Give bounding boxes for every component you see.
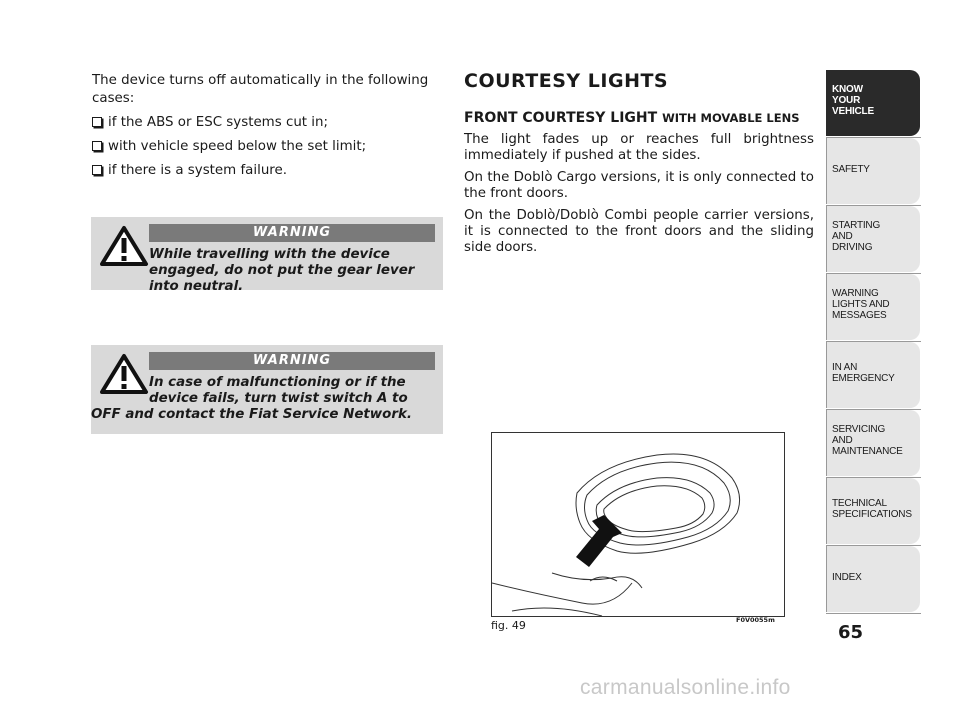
tab-index[interactable]: INDEX [826, 546, 920, 612]
checkbox-bullet-icon [92, 117, 102, 127]
section-title: COURTESY LIGHTS [464, 70, 669, 92]
paragraph: On the Doblò Cargo versions, it is only connected to the front doors. [464, 170, 814, 201]
warning-text: In case of malfunctioning or if the device fails, turn twist switch A to OFF and contact the Fiat Service Network. [91, 375, 412, 422]
warning-title: WARNING [149, 224, 435, 242]
courtesy-light-illustration [492, 433, 784, 616]
warning-triangle-icon [99, 225, 149, 267]
list-item: if there is a system failure. [92, 162, 444, 180]
warning-text: While travelling with the device engaged, do not put the gear lever into neutral. [149, 247, 415, 294]
warning-box-2 [91, 345, 443, 434]
section-subtitle: FRONT COURTESY LIGHT WITH MOVABLE LENS [464, 110, 800, 126]
checkbox-bullet-icon [92, 141, 102, 151]
watermark: carmanualsonline.info [580, 676, 791, 699]
warning-box-1 [91, 217, 443, 294]
tab-safety[interactable]: SAFETY [826, 138, 920, 204]
page-number: 65 [838, 622, 864, 643]
paragraph: The light fades up or reaches full brightness immediately if pushed at the sides. [464, 132, 814, 163]
tab-in-an-emergency[interactable]: IN AN EMERGENCY [826, 342, 920, 408]
tab-warning-lights-and-messages[interactable]: WARNING LIGHTS AND MESSAGES [826, 274, 920, 340]
warning-title: WARNING [149, 352, 435, 370]
left-column [92, 72, 444, 186]
tab-starting-and-driving[interactable]: STARTING AND DRIVING [826, 206, 920, 272]
figure-code: F0V0055m [736, 616, 775, 624]
bullet-list [92, 114, 444, 180]
tab-servicing-and-maintenance[interactable]: SERVICING AND MAINTENANCE [826, 410, 920, 476]
courtesy-light-figure [491, 432, 785, 617]
intro-text: The device turns off automatically in the following cases: [92, 73, 429, 106]
paragraph: On the Doblò/Doblò Combi people carrier versions, it is connected to the front doors and the sliding side doors. [464, 208, 814, 255]
tab-technical-specifications[interactable]: TECHNICAL SPECIFICATIONS [826, 478, 920, 544]
chapter-tabs [826, 70, 920, 614]
tab-know-your-vehicle[interactable]: KNOW YOUR VEHICLE [826, 70, 920, 136]
figure-label: fig. 49 [491, 619, 526, 632]
right-column [464, 70, 814, 262]
list-item: with vehicle speed below the set limit; [92, 138, 444, 156]
list-item: if the ABS or ESC systems cut in; [92, 114, 444, 132]
checkbox-bullet-icon [92, 165, 102, 175]
